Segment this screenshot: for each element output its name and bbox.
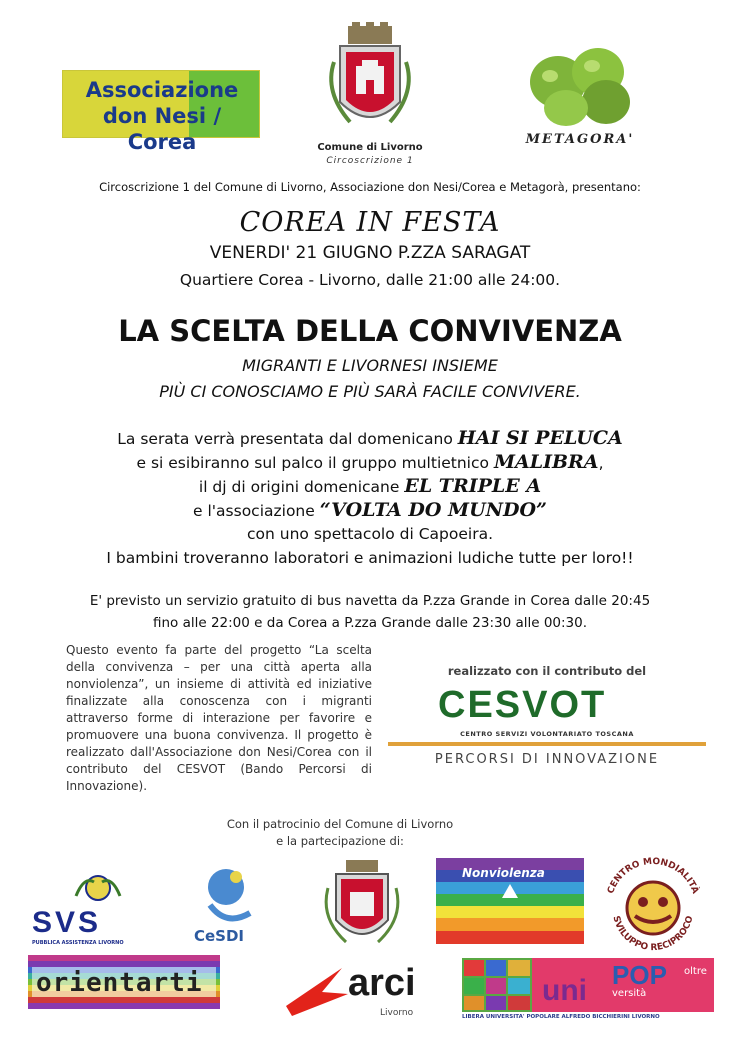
patrocinio-line-2: e la partecipazione di: [276, 834, 404, 848]
metagora-fruits-icon [510, 42, 650, 130]
arci-name: arci [348, 962, 416, 1004]
logo-unipop [462, 958, 714, 1022]
mondialita-emblem-icon [597, 854, 709, 952]
pace-text: Nonviolenza [462, 866, 545, 880]
festa-date: VENERDI' 21 GIUGNO P.ZZA SARAGAT [209, 243, 531, 263]
program-line-6: I bambini troveranno laboratori e animazioni ludiche tutte per loro!! [106, 549, 634, 567]
program-line-1-text: La serata verrà presentata dal domenicano [117, 430, 458, 448]
svs-emblem-icon [28, 868, 168, 908]
cesvot-subname: CENTRO SERVIZI VOLONTARIATO TOSCANA [460, 730, 634, 738]
logo-cesdi [190, 865, 272, 945]
project-description: Questo evento fa parte del progetto “La scelta della convivenza – per una città aperta alla nonviolenza”, un insieme di attività ed iniziative finalizzate alla conoscenza con i migranti attraverso forme di interazione per favorire e promuovere una buona convivenza. Il progetto è realizzato dall'Associazione don Nesi/Corea con il contributo del CESVOT (Bando Percorsi di Innovazione). [66, 643, 372, 793]
bus-info-2: fino alle 22:00 e da Corea a P.zza Grande dalle 23:30 alle 00:30. [152, 615, 588, 631]
livorno-circoscrizione: Circoscrizione 1 [326, 156, 414, 166]
unipop-subtitle: LIBERA UNIVERSITA' POPOLARE ALFREDO BICCHIERINI LIVORNO [462, 1014, 660, 1020]
program-line-4 [0, 499, 740, 521]
svs-subtitle: PUBBLICA ASSISTENZA LIVORNO [32, 940, 124, 946]
program-line-2-comma: , [598, 454, 604, 472]
logo-nonviolenza-peace-flag [436, 858, 584, 944]
unipop-versita: versità [612, 988, 647, 999]
subtitle-2: PIÙ CI CONOSCIAMO E PIÙ SARÀ FACILE CONVIVERE. [159, 382, 581, 401]
orientarti-name: orientarti [36, 968, 203, 998]
program-dj-name: EL TRIPLE A [404, 475, 542, 497]
mondialita-bottom-text: SVILUPPO RECIPROCO [610, 914, 696, 952]
metagora-name: METAGORA' [525, 132, 635, 147]
program-line-1 [0, 427, 740, 449]
logo-comune-livorno [310, 22, 430, 172]
arci-subtitle: Livorno [380, 1008, 414, 1018]
cesvot-name: CESVOT [438, 684, 607, 726]
svs-name: SVS [32, 906, 102, 939]
unipop-pop: POP [612, 960, 667, 990]
coat-of-arms-small-icon [316, 858, 408, 954]
program-band-name: MALIBRA [493, 451, 599, 473]
program-line-3 [0, 475, 740, 497]
logo-arci [282, 962, 442, 1022]
festa-title: COREA IN FESTA [239, 207, 501, 238]
cesdi-figure-icon [190, 865, 272, 927]
unipop-uni: uni [542, 974, 587, 1007]
main-title: LA SCELTA DELLA CONVIVENZA [118, 314, 622, 348]
program-line-2 [0, 451, 740, 473]
intro-text: Circoscrizione 1 del Comune di Livorno, Associazione don Nesi/Corea e Metagorà, presentano: [99, 180, 641, 194]
logo-metagora [510, 42, 650, 154]
logo-don-nesi-text: Associazione don Nesi / Corea [85, 78, 239, 154]
coat-of-arms-icon [310, 22, 430, 140]
subtitle-1: MIGRANTI E LIVORNESI INSIEME [242, 356, 498, 375]
program-host-name: HAI SI PELUCA [457, 427, 623, 449]
program-line-2-text: e si esibiranno sul palco il gruppo multietnico [136, 454, 494, 472]
patrocinio-line-1: Con il patrocinio del Comune di Livorno [226, 817, 454, 831]
unipop-people-icon [462, 958, 532, 1012]
logo-centro-mondialita [597, 854, 709, 952]
mondialita-top-text: CENTRO MONDIALITÀ [606, 856, 700, 896]
livorno-name: Comune di Livorno [317, 142, 423, 153]
arci-star-icon [282, 962, 352, 1018]
logo-cesvot [388, 660, 706, 770]
program-line-3-text: il dj di origini domenicane [198, 478, 405, 496]
unipop-photos [462, 958, 532, 1012]
cesvot-divider [388, 742, 706, 746]
cesvot-percorsi: PERCORSI DI INNOVAZIONE [434, 752, 660, 767]
unipop-oltre: oltre [684, 966, 707, 977]
festa-place: Quartiere Corea - Livorno, dalle 21:00 alle 24:00. [179, 271, 561, 289]
logo-svs [28, 868, 168, 948]
program-line-4-text: e l'associazione [193, 502, 320, 520]
program-association-name: “VOLTA DO MUNDO” [319, 499, 547, 521]
logo-orientarti [28, 955, 220, 1009]
cesvot-contrib-text: realizzato con il contributo del [447, 664, 647, 678]
logo-comune-livorno-small [316, 858, 408, 954]
cesdi-name: CeSDI [194, 927, 245, 945]
program-line-5: con uno spettacolo di Capoeira. [247, 525, 493, 543]
bus-info-1: E' previsto un servizio gratuito di bus navetta da P.zza Grande in Corea dalle 20:45 [89, 593, 651, 609]
logo-associazione-don-nesi [62, 70, 260, 154]
